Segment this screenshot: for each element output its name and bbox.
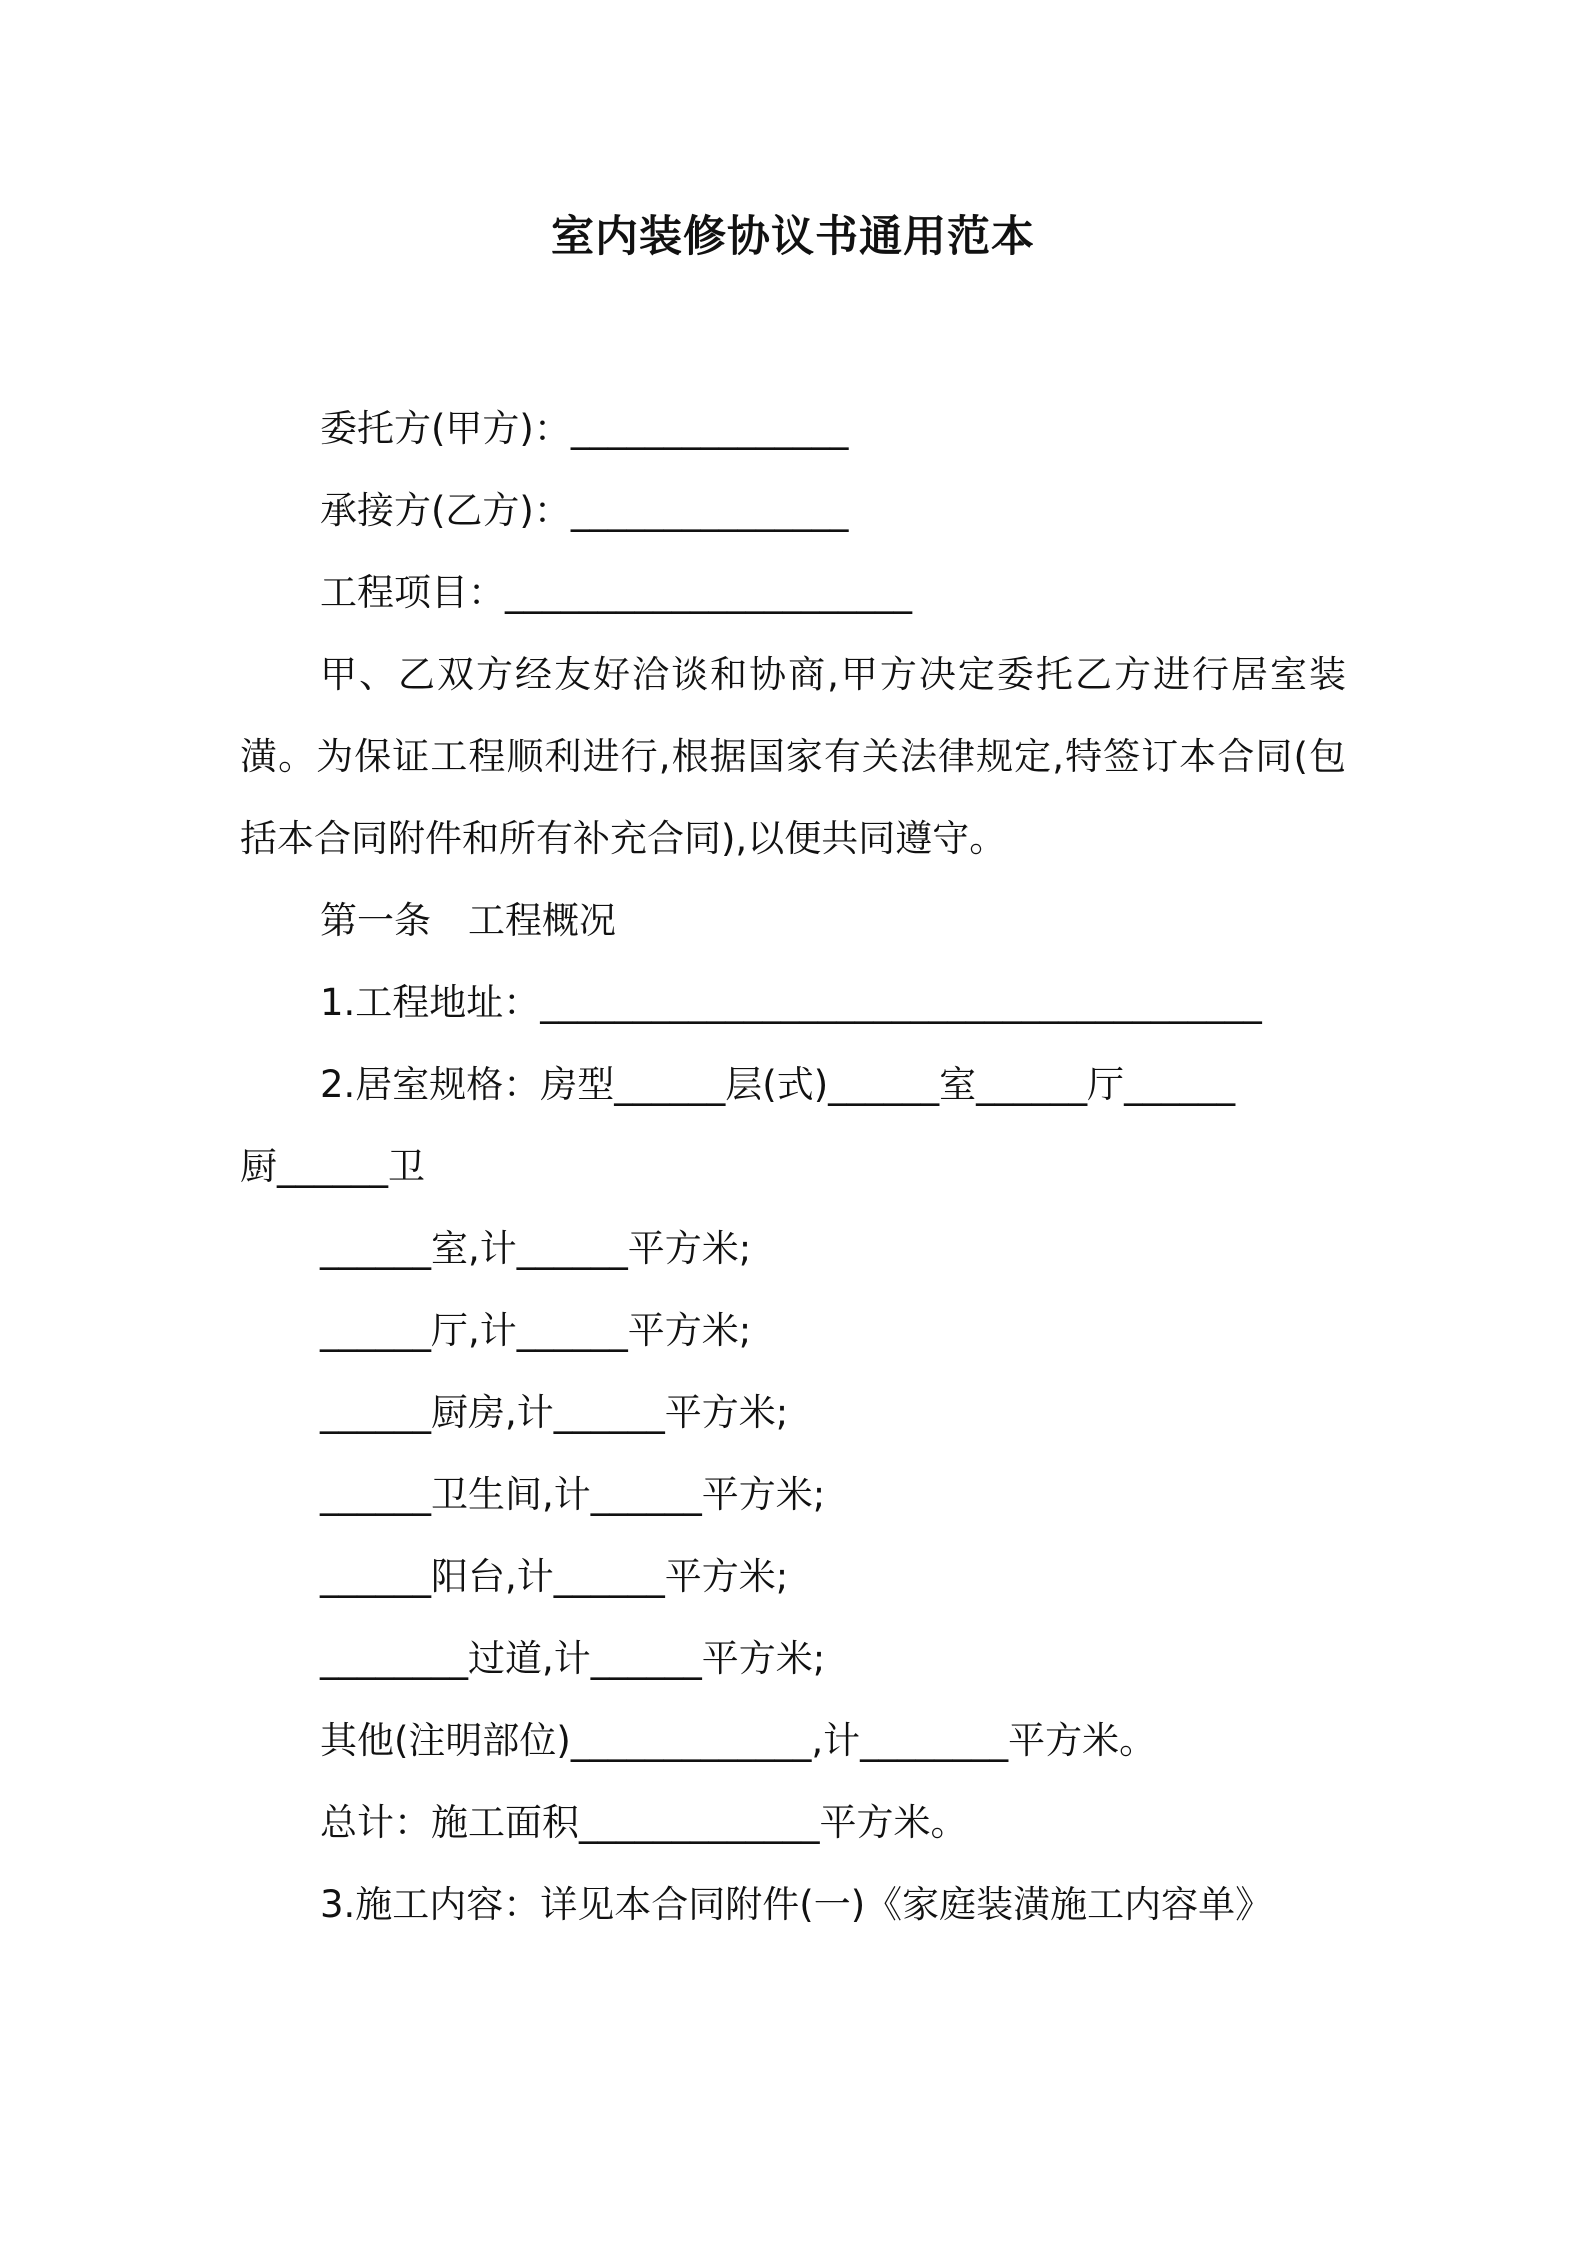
- address-line: 1.工程地址：_______________________________________: [320, 980, 1262, 1024]
- balcony-area-line: ______阳台,计______平方米;: [320, 1554, 789, 1598]
- article-1-heading: 第一条 工程概况: [320, 898, 616, 942]
- kitchen-area-line: ______厨房,计______平方米;: [320, 1390, 789, 1434]
- party-a-line: 委托方(甲方)：_______________: [320, 406, 849, 450]
- room-area-line: ______室,计______平方米;: [320, 1226, 752, 1270]
- corridor-area-line: ________过道,计______平方米;: [320, 1636, 826, 1680]
- total-area-line: 总计：施工面积_____________平方米。: [320, 1800, 968, 1844]
- project-line: 工程项目：______________________: [320, 570, 912, 614]
- party-b-line: 承接方(乙方)：_______________: [320, 488, 849, 532]
- document-title: 室内装修协议书通用范本: [551, 212, 1035, 262]
- bathroom-area-line: ______卫生间,计______平方米;: [320, 1472, 826, 1516]
- hall-area-line: ______厅,计______平方米;: [320, 1308, 752, 1352]
- intro-paragraph: 甲、乙双方经友好洽谈和协商,甲方决定委托乙方进行居室装潢。为保证工程顺利进行,根据国家有关法律规定,特签订本合同(包括本合同附件和所有补充合同),以便共同遵守。: [240, 652, 1346, 860]
- construction-content-line: 3.施工内容：详见本合同附件(一)《家庭装潢施工内容单》: [320, 1882, 1273, 1926]
- spec-line-1: 2.居室规格：房型______层(式)______室______厅______: [320, 1062, 1236, 1106]
- other-area-line: 其他(注明部位)_____________,计________平方米。: [320, 1718, 1157, 1762]
- spec-line-2: 厨______卫: [240, 1144, 425, 1188]
